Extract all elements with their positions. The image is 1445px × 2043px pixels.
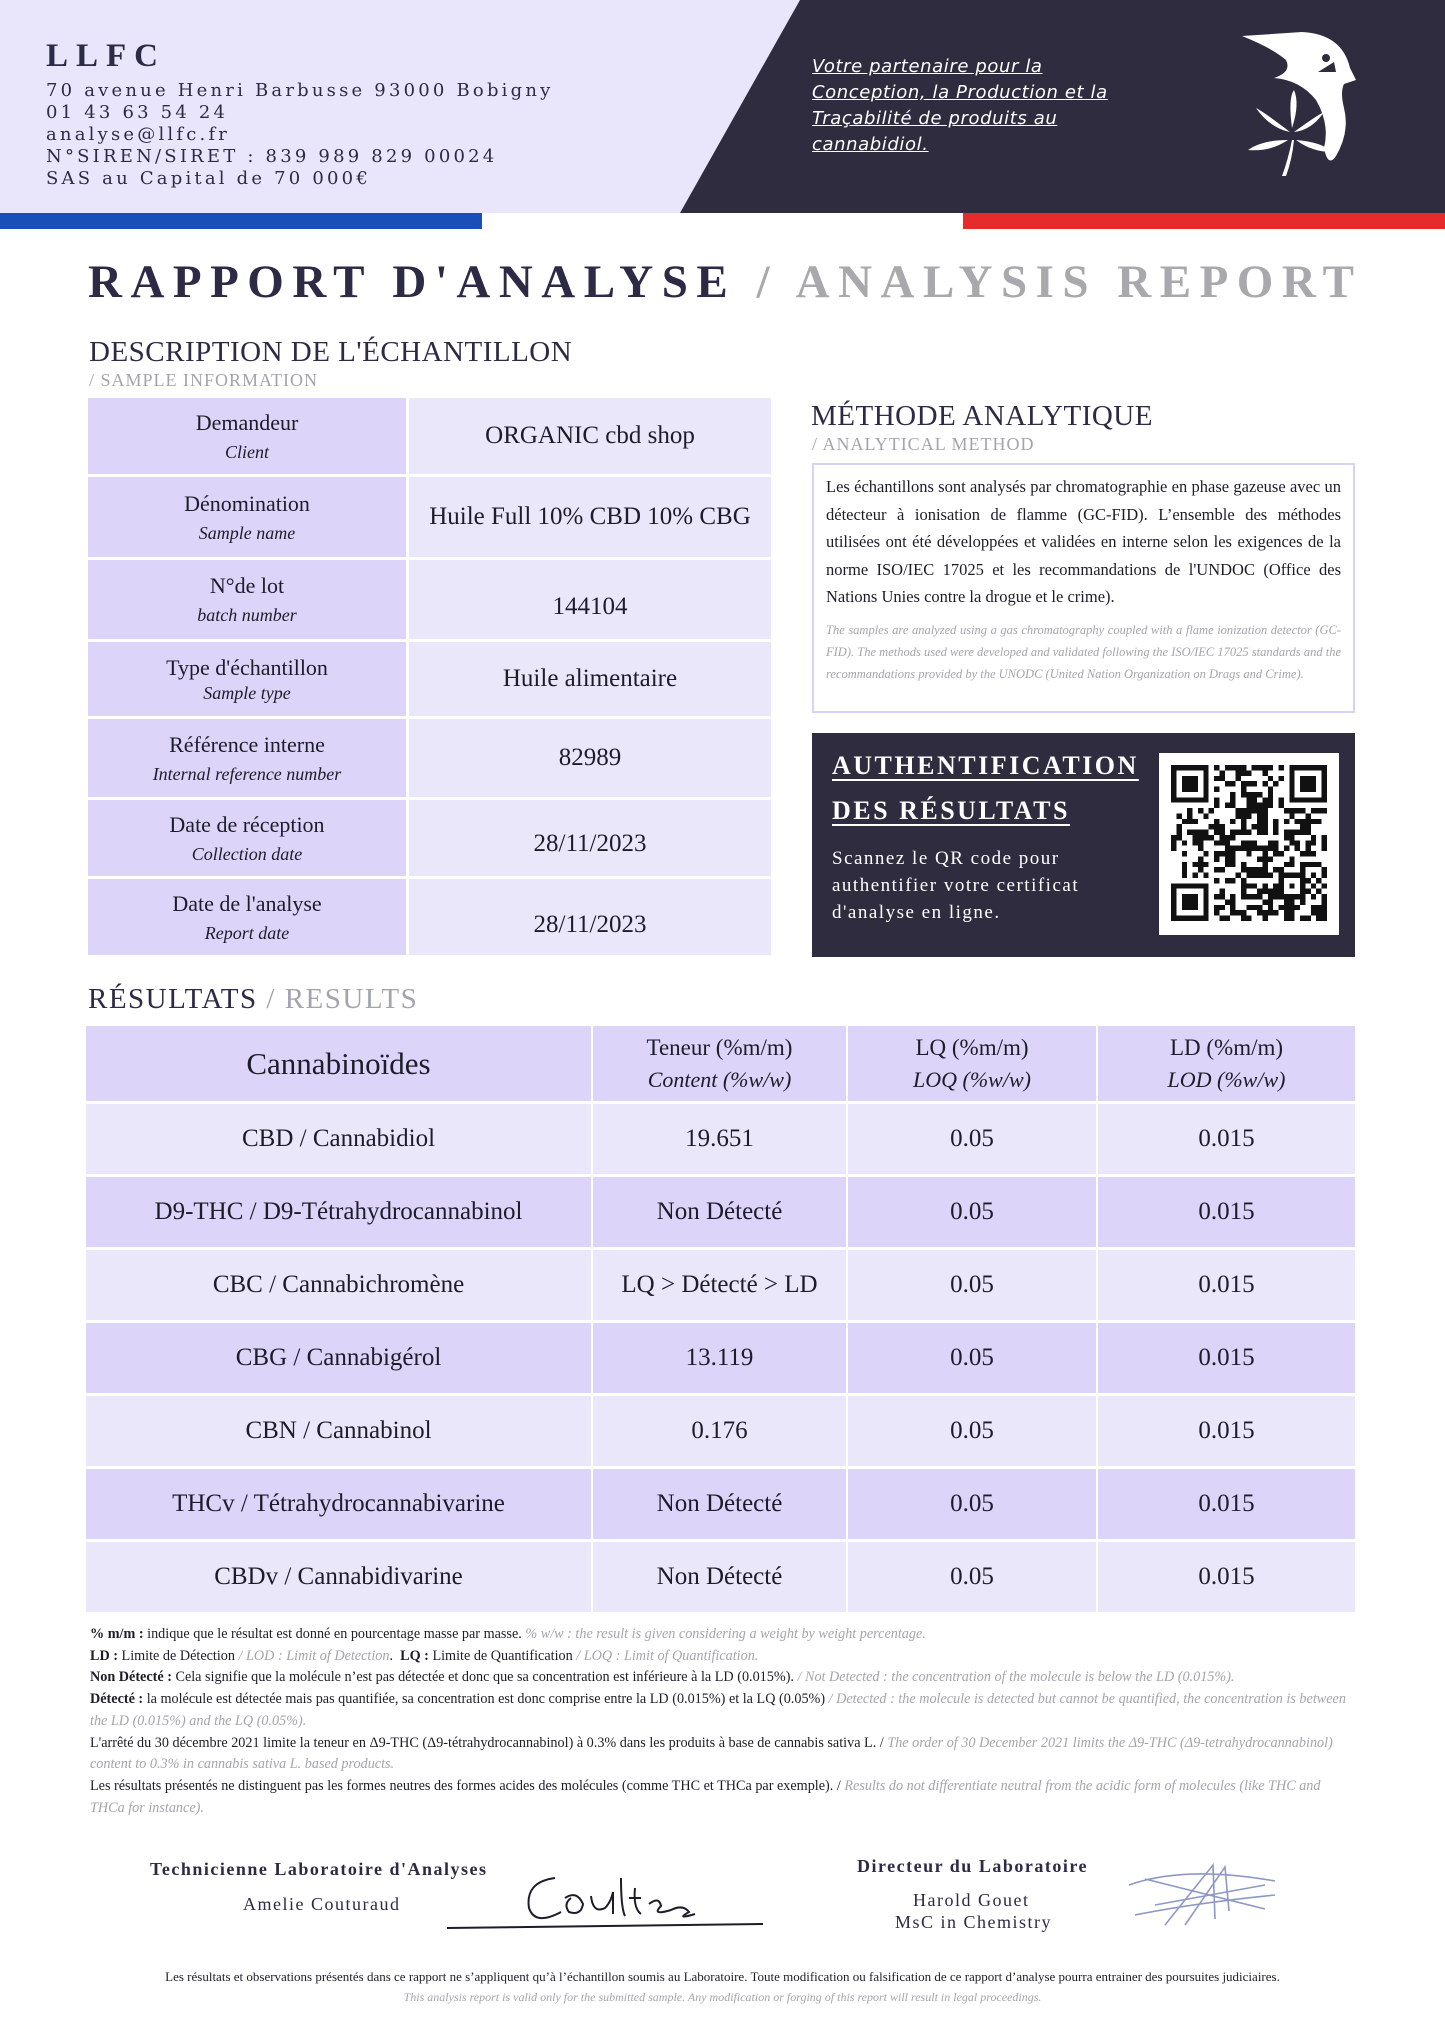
sample-row-name [88,477,771,557]
table-row [86,1250,1355,1320]
qr-code-frame[interactable] [1159,753,1339,935]
note-en: / Not Detected : the concentration of the molecule is below the LD (0.015%). [797,1669,1235,1686]
header-cannabinoids [86,1026,591,1101]
label-fr: Date de l'analyse [172,890,322,916]
label-fr: Type d'échantillon [166,654,328,680]
cell-lod: 0.015 [1096,1469,1355,1539]
note-label: LQ : [400,1647,429,1664]
label-en: Sample type [203,682,291,703]
director-name: Harold Gouet [913,1890,1030,1910]
note-label: Non Détecté : [90,1669,172,1686]
company-siret: N°SIREN/SIRET : 839 989 829 00024 [46,146,498,167]
technician-name: Amelie Couturaud [243,1894,401,1914]
flag-stripe-red [963,213,1445,229]
auth-text: Scannez le QR code pour authentifier votre certificat d'analyse en ligne. [832,848,1080,923]
header-content-en: Content (%w/w) [647,1066,792,1092]
note-fr: indique que le résultat est donné en pourcentage masse par masse. [143,1626,526,1642]
note-en: Results do not differentiate neutral from the acidic form of molecules (like THC and THCa for instance). [90,1777,1321,1816]
header-content-fr: Teneur (%m/m) [646,1034,793,1060]
note-fr: Les résultats présentés ne distinguent pas les formes neutres des formes acides des molécules (comme THC et THCa par exemple). / [90,1777,845,1794]
row-label [88,800,406,876]
technician-role: Technicienne Laboratoire d'Analyses [150,1859,488,1879]
note-label: % m/m : [90,1626,144,1642]
report-title-en: / ANALYSIS REPORT [756,256,1363,308]
table-row [86,1542,1355,1612]
footer-disclaimer-en: This analysis report is valid only for the submitted sample. Any modification or forging of this report will result in legal proceedings. [403,1990,1042,2004]
cell-cannabinoid: THCv / Tétrahydrocannabivarine [172,1490,505,1517]
note-regulation [90,1733,1358,1776]
sample-section-title: DESCRIPTION DE L'ÉCHANTILLON [89,336,573,368]
director-role: Directeur du Laboratoire [857,1856,1088,1876]
note-fr: Cela signifie que la molécule n’est pas détectée et donc que sa concentration est inférieure à la LD (0.015%). [171,1669,798,1686]
label-en: Client [225,441,269,462]
cell-lod: 0.015 [1096,1104,1355,1174]
cell-content: 13.119 [591,1323,846,1393]
note-en: / LOD : Limit of Detection [238,1647,390,1664]
cell-lod: 0.015 [1096,1542,1355,1612]
header-lod [1096,1026,1355,1101]
company-email: analyse@llfc.fr [46,124,231,145]
sample-row-batch [88,560,771,639]
note-fr: Limite de Quantification [428,1647,577,1664]
note-ld-lq: LD : Limite de Détection / LOD : Limit of Detection. LQ : Limite de Quantification / LOQ : Limit of Quantification. [90,1647,759,1664]
results-title-en: / RESULTS [266,983,419,1015]
sample-row-client [88,398,771,474]
cell-content: Non Détecté [591,1177,846,1247]
cell-loq: 0.05 [846,1250,1096,1320]
note-fr: la molécule est détectée mais pas quantifiée, sa concentration est donc comprise entre la LD (0.015%) et la LQ (0.05%) [143,1691,829,1708]
row-label [88,477,406,557]
cell-lod: 0.015 [1096,1177,1355,1247]
authentication-box [812,733,1355,957]
label-en: Internal reference number [152,763,342,784]
table-row [86,1323,1355,1393]
note-en: The order of 30 December 2021 limits the Δ9-THC (Δ9-tetrahydrocannabinol) content to 0.3% in cannabis sativa L. based products. [90,1734,1333,1773]
note-forms [90,1776,1358,1819]
flag-stripe-blue [0,213,482,229]
row-label [88,719,406,797]
row-value: ORGANIC cbd shop [409,398,771,474]
cell-content: Non Détecté [591,1469,846,1539]
footer-disclaimer-fr: Les résultats et observations présentés dans ce rapport ne s’appliquent qu’à l’échantillon soumis au Laboratoire. Toute modification ou falsification de ce rapport d’analyse pourra entrainer des poursuites judiciaires. [165,1969,1280,1984]
note-fr: L'arrêté du 30 décembre 2021 limite la teneur en Δ9-THC (Δ9-tétrahydrocannabinol) à 0.3% dans les produits à base de cannabis sativa L. / [90,1734,888,1751]
note-detected [90,1689,1358,1732]
cell-loq: 0.05 [846,1542,1096,1612]
cell-loq: 0.05 [846,1177,1096,1247]
cell-cannabinoid: D9-THC / D9-Tétrahydrocannabinol [154,1198,523,1225]
row-label [88,560,406,639]
cell-loq: 0.05 [846,1323,1096,1393]
note-fr: Limite de Détection [117,1647,239,1664]
row-label [88,642,406,716]
cell-loq: 0.05 [846,1469,1096,1539]
row-value: Huile alimentaire [409,642,771,716]
label-fr: N°de lot [209,573,285,598]
notes-section [90,1624,1358,1819]
tagline: Votre partenaire pour la Conception, la Production et la Traçabilité de produits au cannabidiol. [812,56,1108,155]
auth-title-line2: DES RÉSULTATS [832,796,1070,825]
header-lod-fr: LD (%m/m) [1169,1034,1284,1060]
cell-content: 0.176 [591,1396,846,1466]
method-text-en: The samples are analyzed using a gas chromatography coupled with a flame ionization detector (GC-FID). The methods used were developed and validated following the ISO/IEC 17025 standards and the recommandations provided by the UNODC (United Nation Organization on Drags and Crime). [826,622,1341,681]
sample-row-collection-date [88,800,771,876]
rooster-cannabis-logo-icon [1232,28,1362,183]
method-description-box [812,463,1355,713]
note-label: LD : [90,1647,118,1664]
header-lod-en: LOD (%w/w) [1167,1066,1286,1092]
report-title-fr: RAPPORT D'ANALYSE [88,256,737,308]
table-row [86,1104,1355,1174]
label-fr: Référence interne [169,731,325,757]
label-en: Sample name [198,522,296,543]
cell-content: LQ > Détecté > LD [591,1250,846,1320]
header-loq-en: LOQ (%w/w) [913,1066,1031,1092]
report-title [88,255,1363,309]
results-section-title [88,983,418,1016]
director-title: MsC in Chemistry [895,1912,1053,1932]
sample-row-reference [88,719,771,797]
cell-cannabinoid: CBC / Cannabichromène [212,1271,465,1298]
auth-title-line1: AUTHENTIFICATION [832,751,1139,780]
company-phone: 01 43 63 54 24 [46,102,229,123]
company-address: 70 avenue Henri Barbusse 93000 Bobigny [46,80,554,101]
note-label: Détecté : [90,1691,144,1708]
label-en: Collection date [191,843,303,864]
technician-signature-icon [445,1868,770,1938]
cell-content: Non Détecté [591,1542,846,1612]
note-mm [90,1624,1358,1646]
sample-row-report-date [88,879,771,955]
cell-lod: 0.015 [1096,1396,1355,1466]
note-en: / LOQ : Limit of Quantification. [576,1647,759,1664]
results-title-fr: RÉSULTATS [88,983,258,1015]
cell-cannabinoid: CBG / Cannabigérol [235,1344,442,1371]
sample-row-type [88,642,771,716]
label-fr: Date de réception [169,811,325,837]
table-row [86,1396,1355,1466]
cell-cannabinoid: CBDv / Cannabidivarine [214,1563,463,1590]
cell-content: 19.651 [591,1104,846,1174]
cell-loq: 0.05 [846,1396,1096,1466]
results-table [86,1026,1355,1612]
header-name-text: Cannabinoïdes [246,1045,431,1081]
row-value: Huile Full 10% CBD 10% CBG [409,477,771,557]
row-value: 28/11/2023 [409,800,771,876]
header-content [591,1026,846,1101]
table-row [86,1469,1355,1539]
note-en: % w/w : the result is given considering a weight by weight percentage. [525,1626,926,1642]
company-name: LLFC [46,38,167,74]
label-fr: Demandeur [195,409,299,435]
note-en: / Detected : the molecule is detected but cannot be quantified, the concentration is between the LD (0.015%) and the LQ (0.05%). [90,1691,1346,1729]
company-capital: SAS au Capital de 70 000€ [46,168,371,189]
row-label [88,398,406,474]
cell-lod: 0.015 [1096,1323,1355,1393]
header-loq-fr: LQ (%m/m) [915,1034,1029,1060]
cell-cannabinoid: CBD / Cannabidiol [241,1125,436,1152]
row-label [88,879,406,955]
row-value: 82989 [409,719,771,797]
sample-section-subtitle: / SAMPLE INFORMATION [89,370,319,390]
cell-lod: 0.015 [1096,1250,1355,1320]
qr-code-icon[interactable] [1171,765,1327,921]
cell-loq: 0.05 [846,1104,1096,1174]
method-section-title: MÉTHODE ANALYTIQUE [811,400,1153,432]
results-header-row [86,1026,1355,1101]
table-row [86,1177,1355,1247]
label-en: batch number [197,605,297,625]
label-en: Report date [204,922,290,943]
note-not-detected [90,1667,1358,1689]
label-fr: Dénomination [184,490,310,516]
header-loq [846,1026,1096,1101]
sample-info-table [88,398,771,958]
cell-cannabinoid: CBN / Cannabinol [245,1417,432,1444]
method-section-subtitle: / ANALYTICAL METHOD [812,434,1035,454]
row-value: 144104 [409,560,771,639]
row-value: 28/11/2023 [409,879,771,955]
director-signature-icon [1125,1855,1285,1935]
method-text-fr: Les échantillons sont analysés par chromatographie en phase gazeuse avec un détecteur à ionisation de flamme (GC-FID). L’ensemble des méthodes utilisées ont été développées et validées en interne selon les exigences de la norme ISO/IEC 17025 et les recommandations de l'UNDOC (Office des Nations Unies contre la drogue et le crime). [826,477,1341,606]
